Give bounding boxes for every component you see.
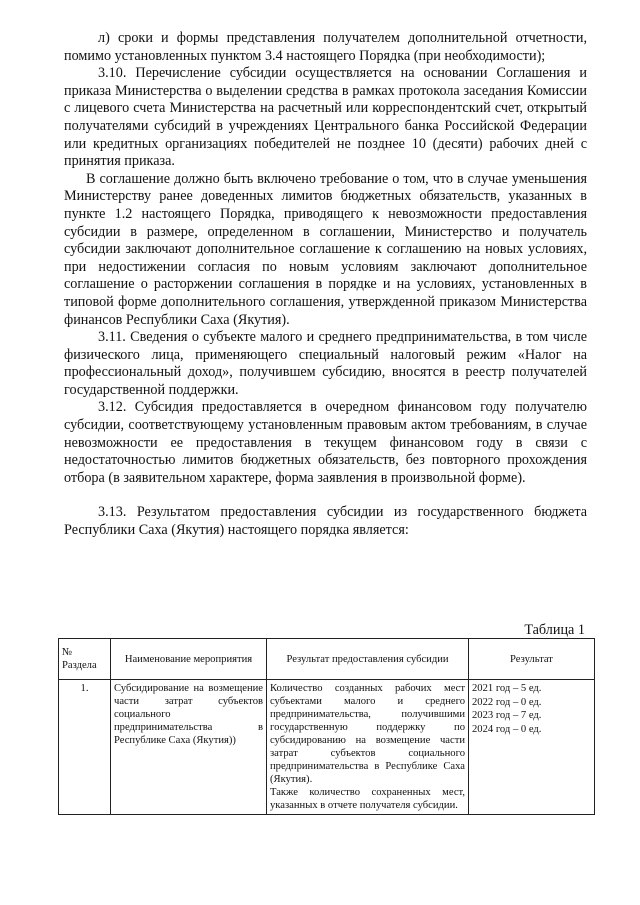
result-year-2023: 2023 год – 7 ед. bbox=[472, 710, 542, 721]
paragraph-item-l: л) сроки и формы представления получателем дополнительной отчетности, помимо установленных пунктом 3.4 настоящего Порядка (при необходимости); bbox=[64, 30, 587, 64]
paragraph-3-11: 3.11. Сведения о субъекте малого и среднего предпринимательства, в том числе физического лица, применяющего специальный налоговый режим «Налог на профессиональный доход», получившем субсидию, вносятся в реестр получателей государственной поддержки. bbox=[64, 329, 587, 398]
result-year-2022: 2022 год – 0 ед. bbox=[472, 696, 542, 708]
paragraph-agreement: В соглашение должно быть включено требование о том, что в случае уменьшения Министерству ранее доведенных лимитов бюджетных обязательств, указанных в пункте 1.2 настоящего Порядка, приводящего к невозможности предоставления субсидии в размере, определенном в соглашении, Министерство и получатель субсидии заключают дополнительное соглашение к соглашению на новых условиях, при недостижении согласия по новым условиям заключают дополнительное соглашение о расторжении соглашения в порядке и на условиях, установленных в типовой форме дополнительного соглашения, утвержденной приказом Министерства финансов Республики Саха (Якутия). bbox=[64, 170, 587, 328]
result-year-2024: 2024 год – 0 ед. bbox=[472, 723, 542, 735]
header-activity-name: Наименование мероприятия bbox=[111, 639, 267, 680]
header-section-number: № Раздела bbox=[59, 639, 111, 680]
cell-result bbox=[469, 680, 595, 815]
header-subsidy-result: Результат предоставления субсидии bbox=[267, 639, 469, 680]
results-table bbox=[58, 638, 595, 815]
paragraph-3-12: 3.12. Субсидия предоставляется в очередном финансовом году получателю субсидии, соответствующему установленным правовым актом требованиям, в случае невозможности ее предоставления в текущем финансовом году в связи с недостаточностью лимитов бюджетных обязательств, без повторного прохождения отбора (в заявительном характере, форма заявления в произвольной форме). bbox=[64, 399, 587, 486]
result-year-2021: 2021 год – 5 ед. bbox=[472, 683, 542, 694]
cell-section-number: 1. bbox=[59, 680, 111, 815]
table-caption: Таблица 1 bbox=[524, 622, 585, 638]
document-body bbox=[64, 30, 587, 540]
paragraph-3-13: 3.13. Результатом предоставления субсидии из государственного бюджета Республики Саха (Якутия) настоящего порядка является: bbox=[64, 504, 587, 539]
cell-subsidy-result bbox=[267, 680, 469, 815]
paragraph-3-10: 3.10. Перечисление субсидии осуществляется на основании Соглашения и приказа Министерства о выделении средства в рамках протокола заседания Комиссии с лицевого счета Министерства на расчетный или корреспондентский счет, открытый получателями субсидий в учреждениях Центрального банка Российской Федерации или кредитных организациях победителей не позднее 10 (десяти) рабочих дней с принятия приказа. bbox=[64, 65, 587, 170]
subsidy-result-text-1: Количество созданных рабочих мест субъектами малого и среднего предпринимательства, получившими государственную поддержку по субсидированию на возмещение части затрат субъектов социального предпринимательства в Республике Саха (Якутия). bbox=[270, 683, 465, 785]
subsidy-result-text-2: Также количество сохраненных мест, указанных в отчете получателя субсидии. bbox=[270, 787, 465, 811]
cell-activity-name: Субсидирование на возмещение части затрат субъектов социального предпринимательства в Республике Саха (Якутия)) bbox=[111, 680, 267, 815]
table-row bbox=[59, 680, 595, 815]
table-header-row bbox=[59, 639, 595, 680]
header-result: Результат bbox=[469, 639, 595, 680]
